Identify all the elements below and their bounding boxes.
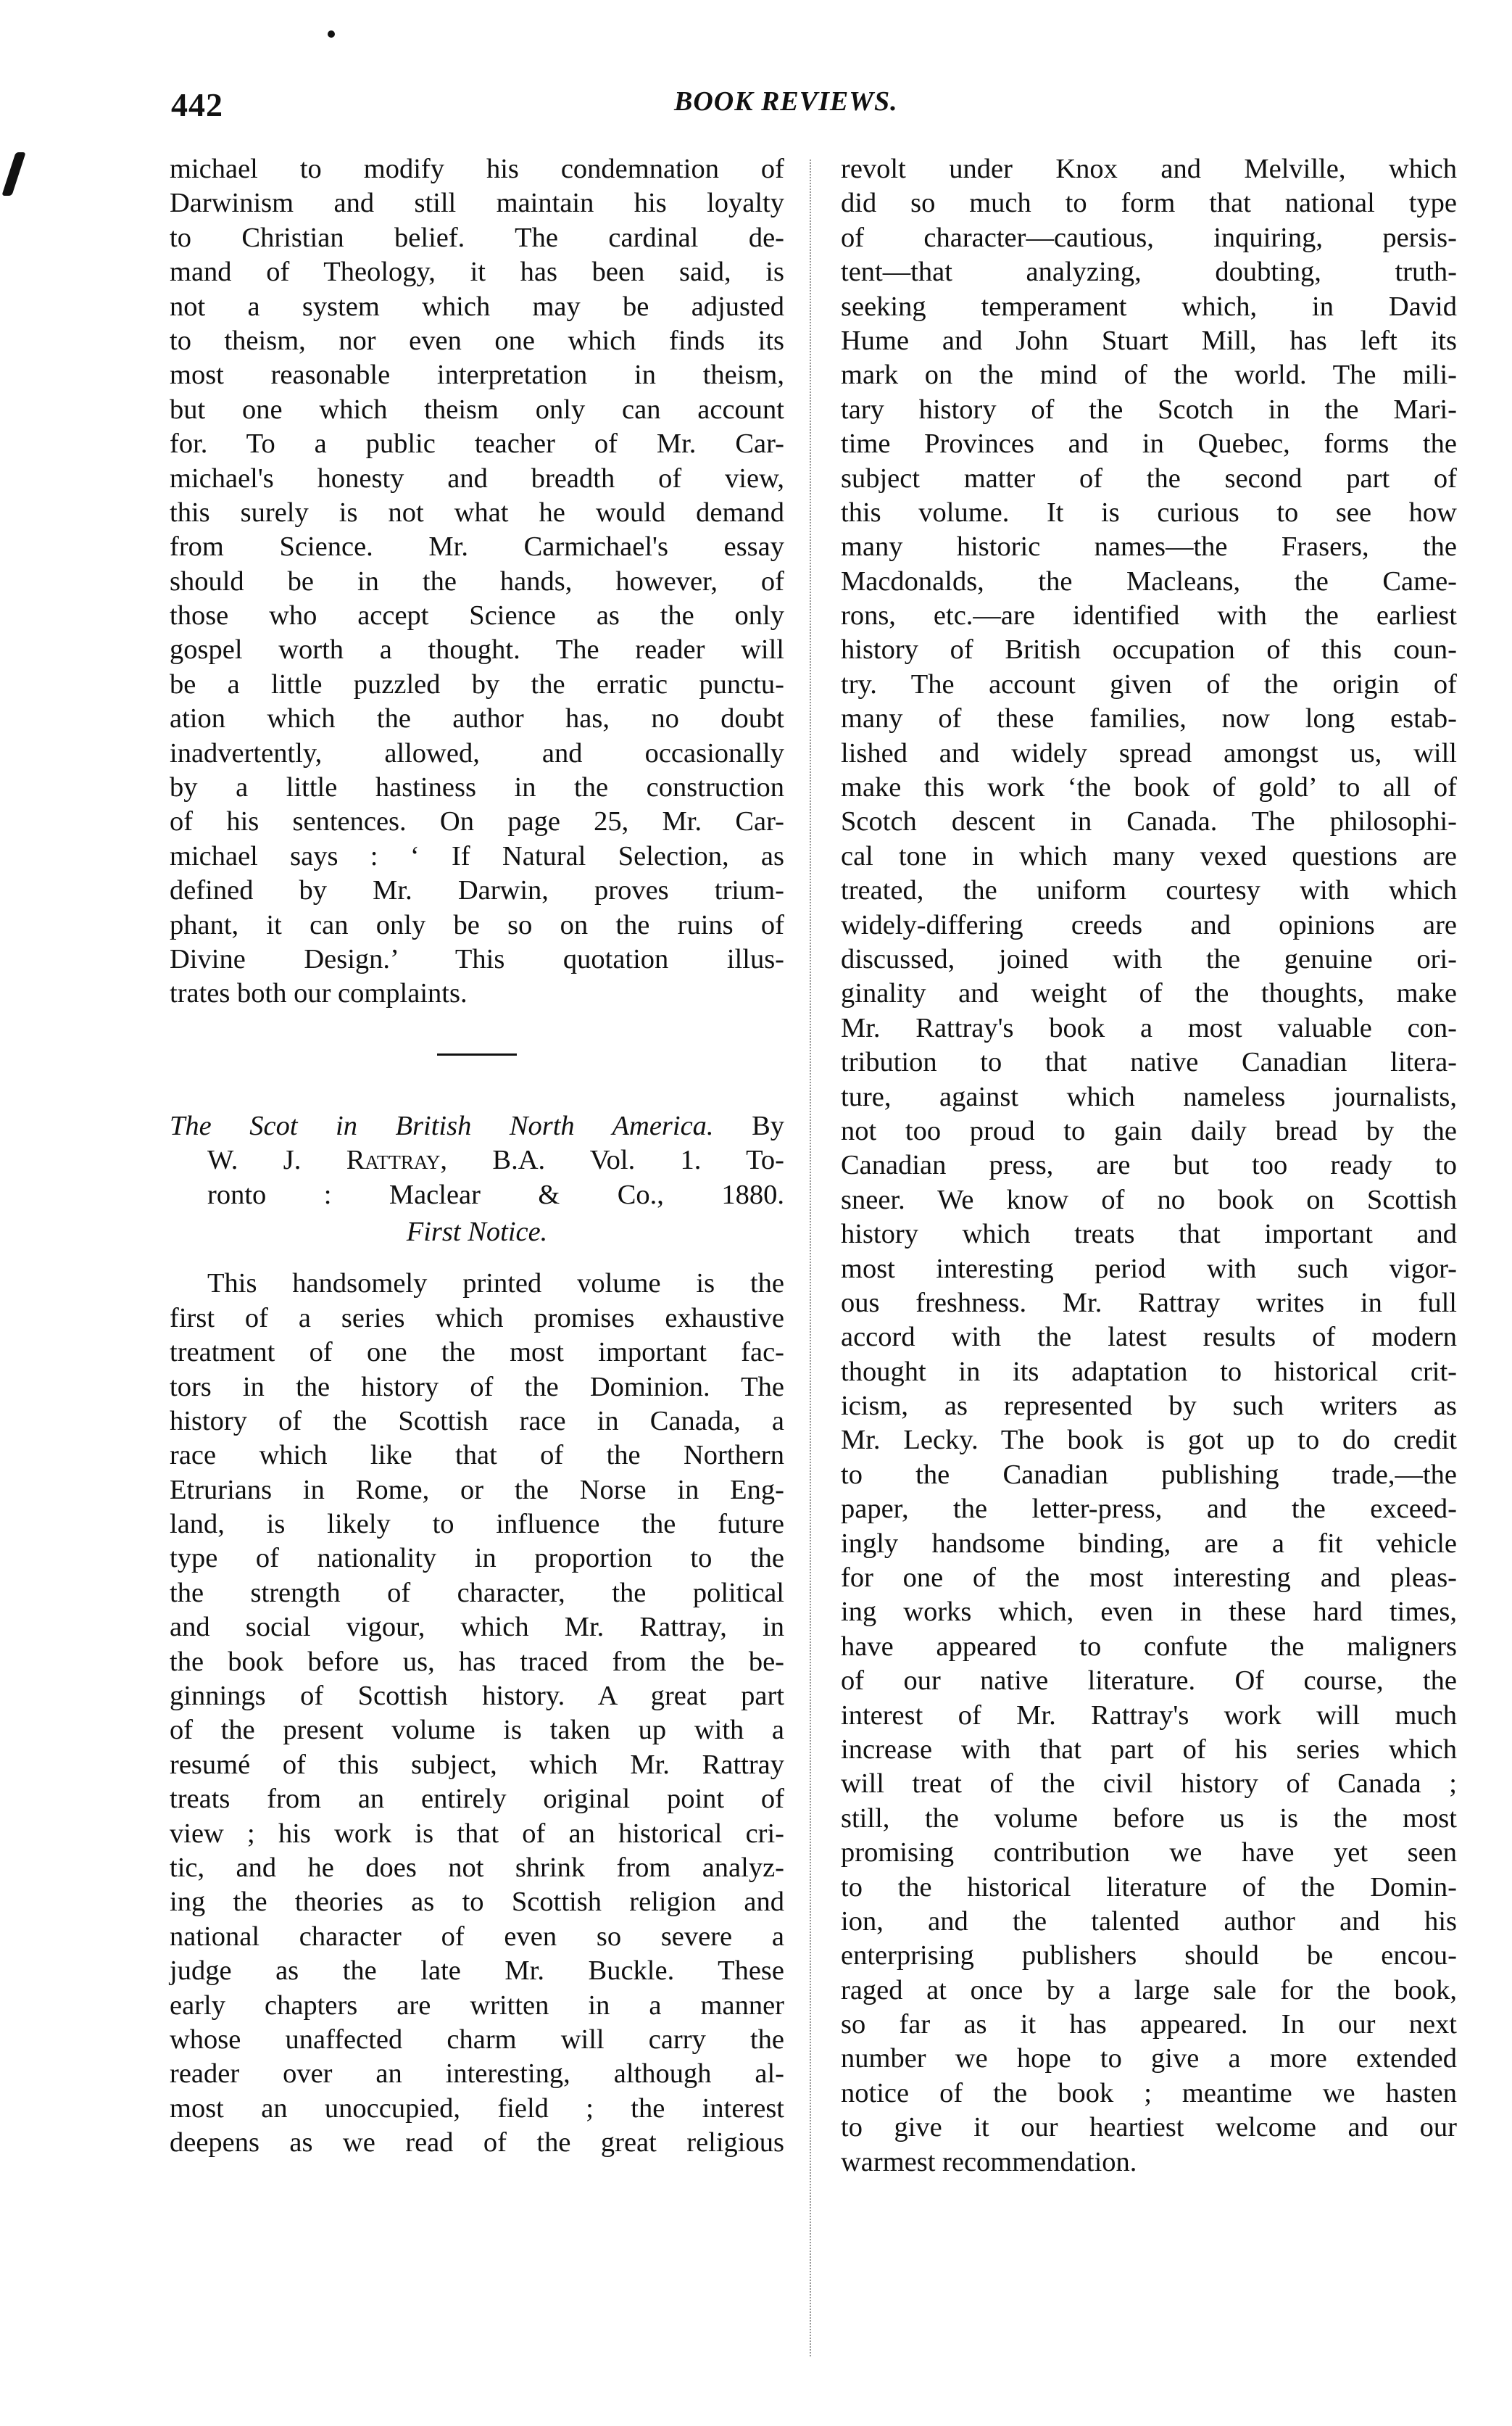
text-line: Darwinism and still maintain his loyalty — [170, 188, 784, 219]
by-word: By — [752, 1110, 784, 1141]
text-line: treated, the uniform courtesy with which — [841, 875, 1457, 906]
text-line: the book before us, has traced from the be- — [170, 1646, 784, 1677]
book-volume: Vol. 1. — [589, 1145, 702, 1176]
text-line: most interesting period with such vigor- — [841, 1253, 1457, 1284]
text-line: Mr. Lecky. The book is got up to do credit — [841, 1425, 1457, 1456]
text-line: defined by Mr. Darwin, proves trium- — [170, 875, 784, 906]
text-line: trates both our complaints. — [170, 978, 468, 1009]
text-line: to theism, nor even one which finds its — [170, 325, 784, 356]
text-line: Divine Design.’ This quotation illus- — [170, 943, 784, 974]
text-line: be a little puzzled by the erratic punctu- — [170, 668, 784, 700]
text-line: type of nationality in proportion to the — [170, 1543, 784, 1574]
text-line: try. The account given of the origin of — [841, 668, 1457, 700]
text-line: warmest recommendation. — [841, 2146, 1137, 2177]
text-line: to the Canadian publishing trade,—the — [841, 1459, 1457, 1490]
text-line: time Provinces and in Quebec, forms the — [841, 429, 1457, 460]
text-line: not too proud to gain daily bread by the — [841, 1115, 1457, 1146]
text-line: enterprising publishers should be encou- — [841, 1940, 1457, 1971]
review-title-block — [170, 1109, 784, 1212]
text-line: have appeared to confute the maligners — [841, 1631, 1457, 1662]
text-line: ginality and weight of the thoughts, make — [841, 978, 1457, 1009]
text-line: race which like that of the Northern — [170, 1440, 784, 1471]
text-line: ture, against which nameless journalists, — [841, 1081, 1457, 1112]
text-line: notice of the book ; meantime we hasten — [841, 2077, 1457, 2108]
text-line: tary history of the Scotch in the Mari- — [841, 394, 1457, 425]
text-line: land, is likely to influence the future — [170, 1509, 784, 1540]
book-title: The Scot in British North America. — [170, 1110, 714, 1141]
text-line: resumé of this subject, which Mr. Rattray — [170, 1749, 784, 1780]
text-line: but one which theism only can account — [170, 394, 784, 425]
text-line: should be in the hands, however, of — [170, 566, 784, 597]
text-line: judge as the late Mr. Buckle. These — [170, 1955, 784, 1987]
text-line: seeking temperament which, in David — [841, 291, 1457, 322]
text-line: from Science. Mr. Carmichael's essay — [170, 531, 784, 563]
text-line: many historic names—the Frasers, the — [841, 531, 1457, 563]
text-line: will treat of the civil history of Canada ; — [841, 1768, 1457, 1800]
text-line: ginnings of Scottish history. A great part — [170, 1681, 784, 1712]
text-line: still, the volume before us is the most — [841, 1802, 1457, 1834]
text-line: subject matter of the second part of — [841, 463, 1457, 494]
text-line: Canadian press, are but too ready to — [841, 1150, 1457, 1181]
text-line: the strength of character, the political — [170, 1577, 784, 1608]
review-title-line-1 — [170, 1109, 784, 1143]
text-line: tent—that analyzing, doubting, truth- — [841, 257, 1457, 288]
text-line: This handsomely printed volume is the — [207, 1268, 784, 1299]
text-line: make this work ‘the book of gold’ to all of — [841, 772, 1457, 803]
text-line: interest of Mr. Rattray's work will much — [841, 1700, 1457, 1731]
text-line: michael's honesty and breadth of view, — [170, 463, 784, 494]
text-line: ing the theories as to Scottish religion and — [170, 1887, 784, 1918]
text-line: reader over an interesting, although al- — [170, 2058, 784, 2090]
text-line: this surely is not what he would demand — [170, 497, 784, 528]
text-line: Scotch descent in Canada. The philosophi- — [841, 806, 1457, 837]
text-line: Hume and John Stuart Mill, has left its — [841, 325, 1457, 356]
text-line: tic, and he does not shrink from analyz- — [170, 1852, 784, 1883]
text-line: those who accept Science as the only — [170, 600, 784, 632]
column-divider — [810, 160, 811, 2356]
text-line: cal tone in which many vexed questions are — [841, 840, 1457, 872]
text-line: Macdonalds, the Macleans, the Came- — [841, 566, 1457, 597]
text-line: accord with the latest results of modern — [841, 1322, 1457, 1353]
paragraph-scot-review-continued — [841, 152, 1457, 2179]
text-line: early chapters are written in a manner — [170, 1990, 784, 2021]
text-line: michael says : ‘ If Natural Selection, as — [170, 840, 784, 872]
text-line: first of a series which promises exhaustive — [170, 1302, 784, 1333]
text-line: raged at once by a large sale for the book, — [841, 1974, 1457, 2005]
text-line: history which treats that important and — [841, 1219, 1457, 1250]
text-line: ation which the author has, no doubt — [170, 703, 784, 734]
left-column — [170, 152, 784, 2160]
text-line: tribution to that native Canadian litera- — [841, 1047, 1457, 1078]
text-line: tors in the history of the Dominion. The — [170, 1371, 784, 1402]
text-line: sneer. We know of no book on Scottish — [841, 1184, 1457, 1215]
text-line: Mr. Rattray's book a most valuable con- — [841, 1012, 1457, 1043]
text-line: michael to modify his condemnation of — [170, 154, 784, 184]
text-line: deepens as we read of the great religious — [170, 2127, 784, 2158]
text-line: inadvertently, allowed, and occasionally — [170, 737, 784, 769]
text-line: treatment of one the most important fac- — [170, 1337, 784, 1368]
text-line: history of the Scottish race in Canada, a — [170, 1405, 784, 1436]
text-line: history of British occupation of this coun- — [841, 634, 1457, 666]
text-line: of the present volume is taken up with a — [170, 1715, 784, 1746]
text-line: discussed, joined with the genuine ori- — [841, 943, 1457, 974]
text-line: ous freshness. Mr. Rattray writes in full — [841, 1287, 1457, 1318]
text-line: ing works which, even in these hard times, — [841, 1597, 1457, 1628]
text-line: of his sentences. On page 25, Mr. Car- — [170, 806, 784, 837]
text-line: ingly handsome binding, are a fit vehicle — [841, 1528, 1457, 1559]
text-line: number we hope to give a more extended — [841, 2043, 1457, 2074]
paragraph-scot-review-start — [170, 1267, 784, 2160]
text-line: to the historical literature of the Domin- — [841, 1871, 1457, 1903]
text-line: thought in its adaptation to historical crit- — [841, 1356, 1457, 1387]
text-line: gospel worth a thought. The reader will — [170, 634, 784, 666]
text-line: and social vigour, which Mr. Rattray, in — [170, 1612, 784, 1643]
paragraph-darwinism-review-end — [170, 152, 784, 1011]
text-line: ion, and the talented author and his — [841, 1905, 1457, 1937]
text-line: to give it our heartiest welcome and our — [841, 2112, 1457, 2143]
running-head: BOOK REVIEWS. — [674, 86, 898, 117]
text-line: many of these families, now long estab- — [841, 703, 1457, 734]
text-line: icism, as represented by such writers as — [841, 1391, 1457, 1422]
margin-ink-mark — [1, 152, 25, 196]
text-line: for. To a public teacher of Mr. Car- — [170, 429, 784, 460]
text-line: paper, the letter-press, and the exceed- — [841, 1494, 1457, 1525]
text-line: whose unaffected charm will carry the — [170, 2024, 784, 2055]
right-column — [841, 152, 1457, 2179]
text-line: not a system which may be adjusted — [170, 291, 784, 322]
text-line: promising contribution we have yet seen — [841, 1837, 1457, 1868]
text-line: most reasonable interpretation in theism, — [170, 360, 784, 391]
text-line: increase with that part of his series which — [841, 1734, 1457, 1765]
text-line: mark on the mind of the world. The mili- — [841, 360, 1457, 391]
text-line: revolt under Knox and Melville, which — [841, 154, 1457, 184]
section-separator-rule — [437, 1053, 517, 1056]
text-line: of character—cautious, inquiring, persis- — [841, 222, 1457, 253]
review-title-line-3: ronto : Maclear & Co., 1880. — [207, 1179, 784, 1210]
text-line: so far as it has appeared. In our next — [841, 2009, 1457, 2040]
text-line: to Christian belief. The cardinal de- — [170, 222, 784, 253]
text-line: most an unoccupied, field ; the interest — [170, 2092, 784, 2124]
text-line: did so much to form that national type — [841, 188, 1457, 219]
text-line: view ; his work is that of an historical cri- — [170, 1818, 784, 1849]
book-place-start: To- — [746, 1145, 784, 1176]
text-line: by a little hastiness in the construction — [170, 772, 784, 803]
text-line: rons, etc.—are identified with the earliest — [841, 600, 1457, 632]
text-line: lished and widely spread amongst us, will — [841, 737, 1457, 769]
page-number: 442 — [171, 86, 223, 123]
text-line: phant, it can only be so on the ruins of — [170, 909, 784, 940]
text-line: national character of even so severe a — [170, 1921, 784, 1952]
review-title-line-2 — [170, 1143, 784, 1177]
book-author: W. J. Rattray, B.A. — [207, 1145, 546, 1176]
text-line: Etrurians in Rome, or the Norse in Eng- — [170, 1474, 784, 1505]
text-line: treats from an entirely original point of — [170, 1784, 784, 1815]
text-line: of our native literature. Of course, the — [841, 1665, 1457, 1697]
first-notice-subtitle: First Notice. — [406, 1216, 548, 1247]
text-line: widely-differing creeds and opinions are — [841, 909, 1457, 940]
printer-dot-mark — [328, 30, 335, 38]
text-line: for one of the most interesting and pleas- — [841, 1562, 1457, 1594]
text-line: this volume. It is curious to see how — [841, 497, 1457, 528]
text-line: mand of Theology, it has been said, is — [170, 257, 784, 288]
